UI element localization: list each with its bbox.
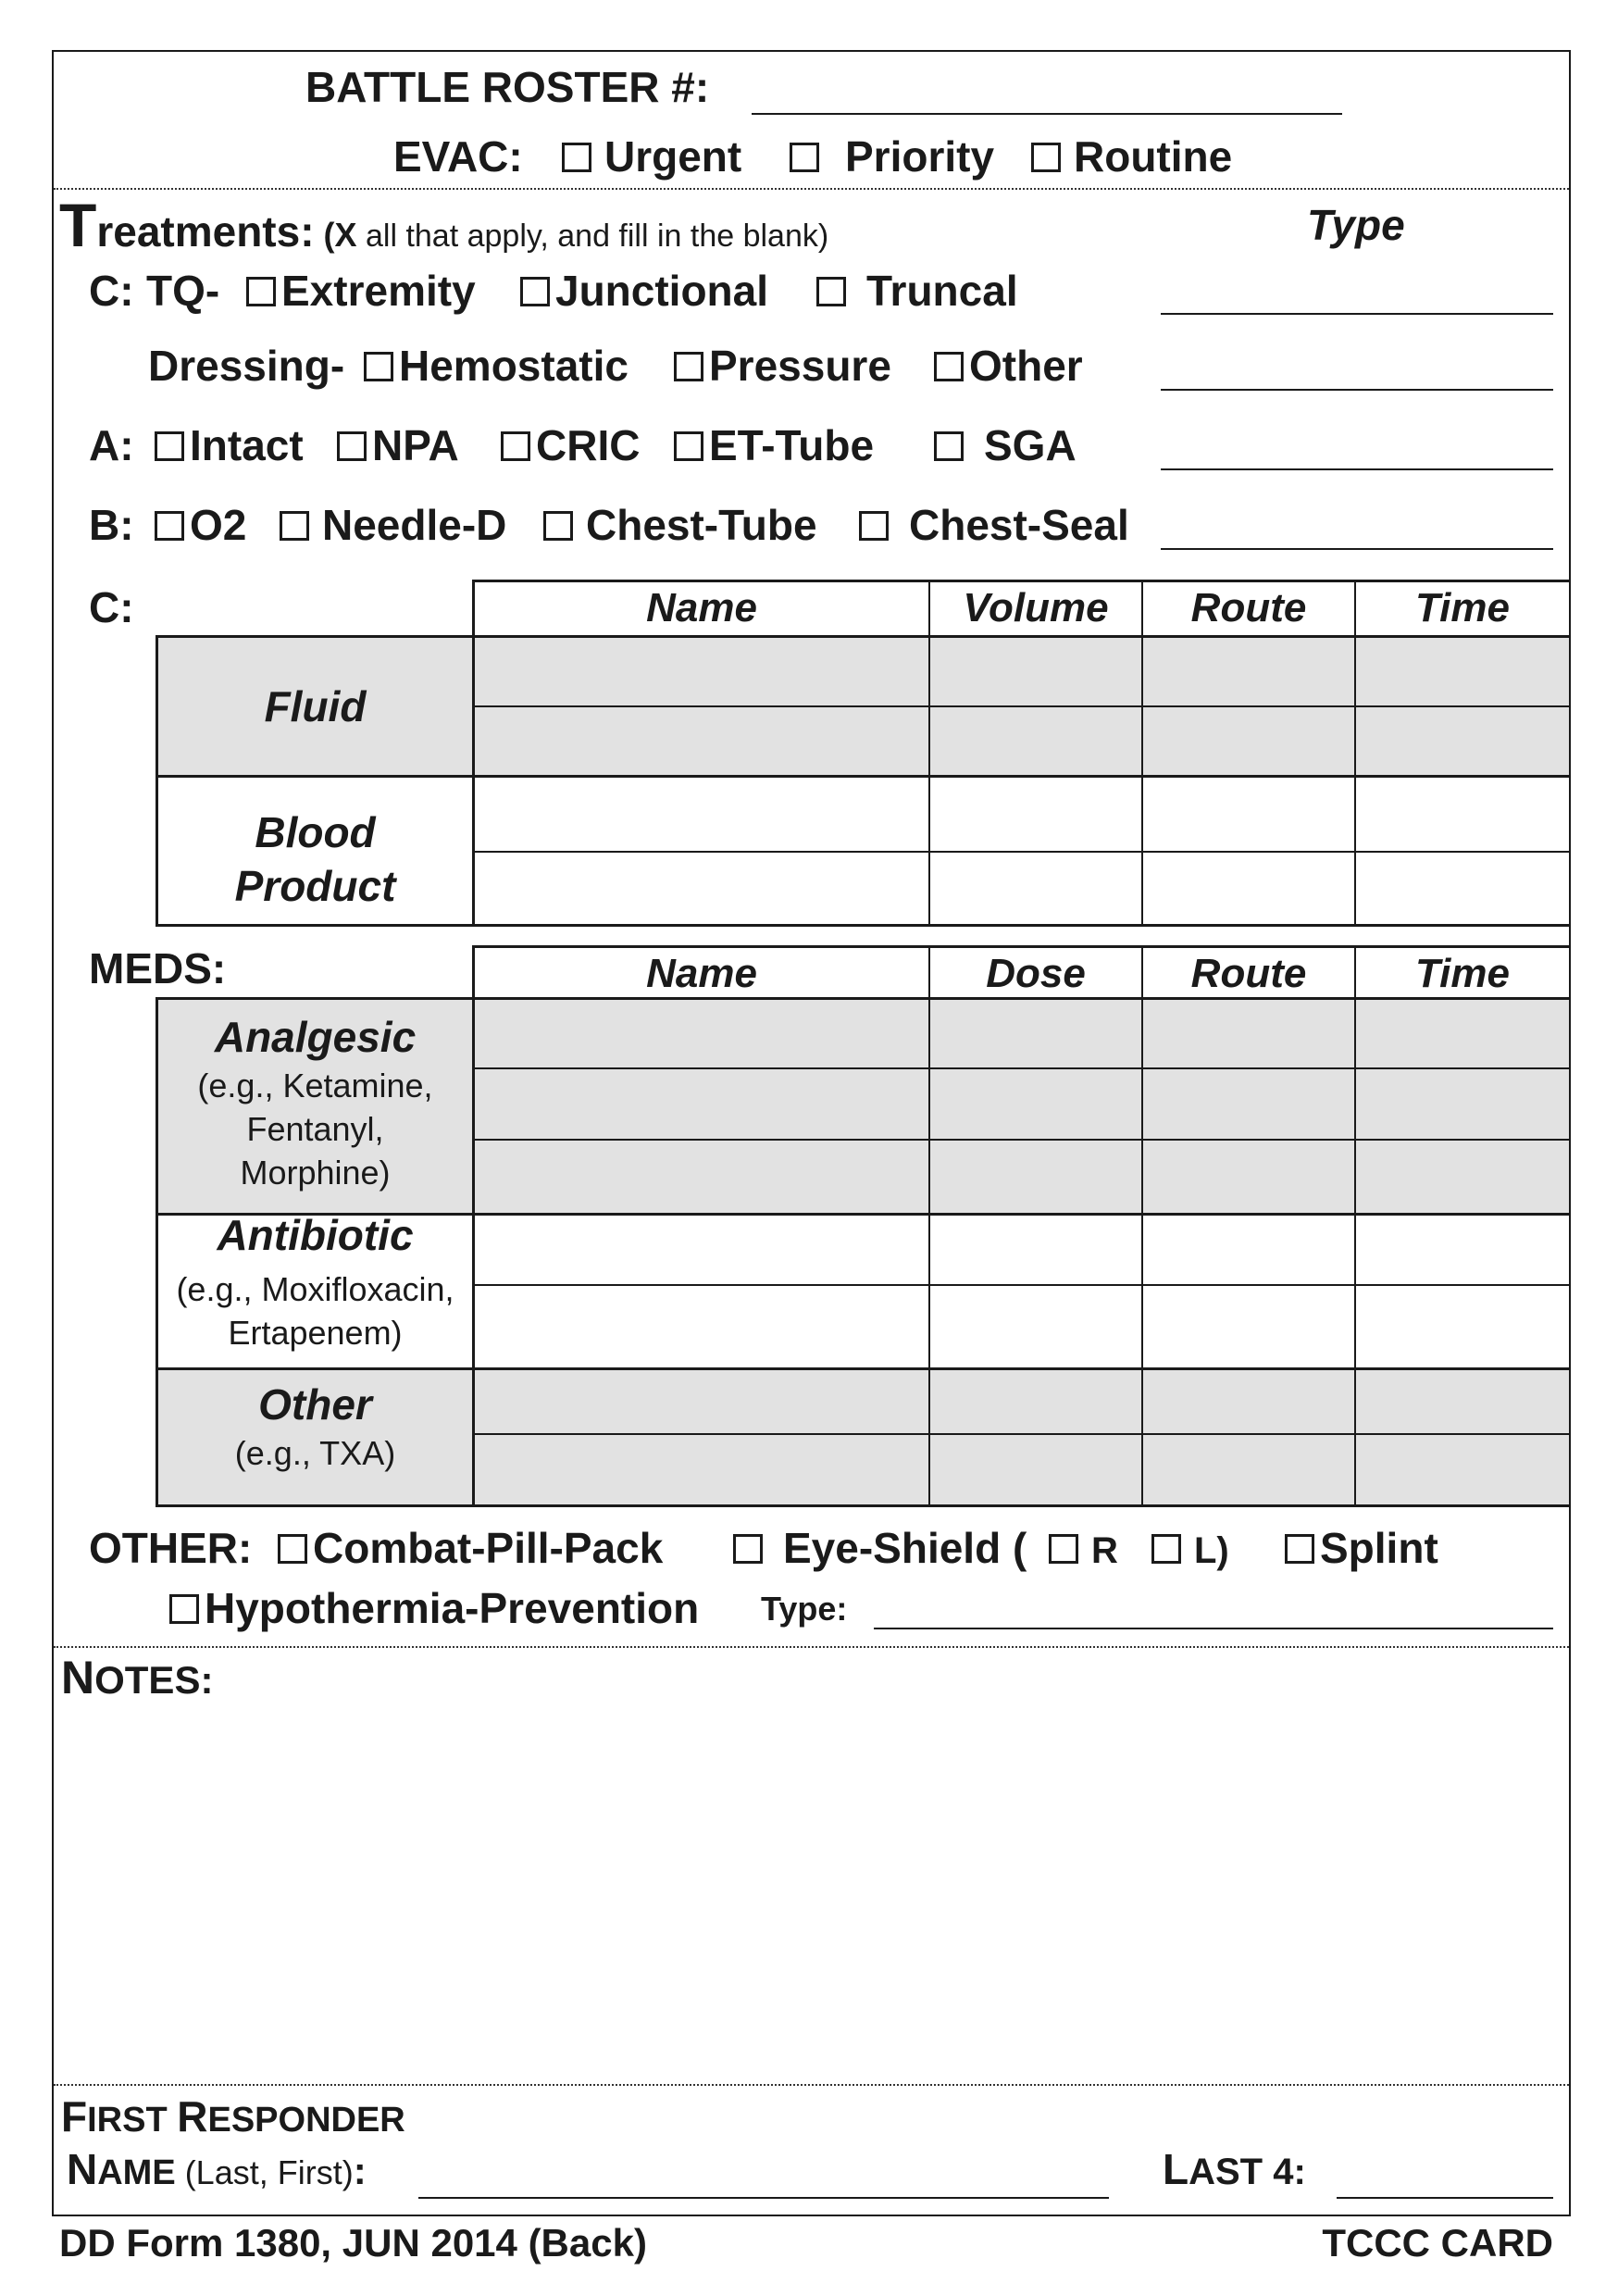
hemostatic-label: Hemostatic <box>399 342 629 390</box>
divider-notes <box>54 1646 1569 1648</box>
meds-label: MEDS: <box>89 944 227 992</box>
evac-option-routine[interactable] <box>1031 131 1232 182</box>
tq-type-field[interactable] <box>1161 313 1553 315</box>
b-option-needle-d[interactable] <box>280 499 506 551</box>
splint-option[interactable] <box>1285 1522 1438 1574</box>
dressing-option-other[interactable] <box>934 340 1083 392</box>
hypothermia-type-label: Type: <box>761 1590 848 1628</box>
circulation-label: C: <box>89 583 134 631</box>
first-responder-label: FIRST RESPONDER <box>61 2092 405 2140</box>
analgesic-row-3[interactable] <box>475 1141 1569 1213</box>
urgent-label: Urgent <box>604 132 742 181</box>
evac-option-urgent[interactable] <box>562 131 741 182</box>
analgesic-category: Analgesic (e.g., Ketamine, Fentanyl, Morphine) <box>197 1013 433 1192</box>
tq-option-extremity[interactable] <box>246 265 476 317</box>
responder-name-field[interactable] <box>418 2197 1109 2199</box>
b-option-chest-seal[interactable] <box>859 499 1129 551</box>
routine-label: Routine <box>1074 132 1233 181</box>
fluid-row-2[interactable] <box>475 707 1569 775</box>
chest-tube-checkbox[interactable] <box>543 511 573 541</box>
et-tube-label: ET-Tube <box>709 421 875 469</box>
evac-label: EVAC: <box>393 132 523 181</box>
notes-area[interactable] <box>54 1708 1569 2078</box>
a-option-et-tube[interactable] <box>674 419 874 471</box>
eye-r-checkbox[interactable] <box>1049 1534 1078 1564</box>
meds-header-dose: Dose <box>986 951 1086 996</box>
responder-name-label: NAME (Last, First): <box>67 2145 367 2193</box>
eye-r-label: R <box>1091 1530 1118 1571</box>
priority-checkbox[interactable] <box>790 143 819 172</box>
combat-pill-pack-label: Combat-Pill-Pack <box>313 1524 664 1572</box>
analgesic-row-1[interactable] <box>475 1000 1569 1067</box>
b-option-o2[interactable] <box>155 499 246 551</box>
circ-header-name: Name <box>646 585 757 630</box>
meds-bottom-line <box>156 1504 1569 1507</box>
routine-checkbox[interactable] <box>1031 143 1061 172</box>
eye-shield-l-option[interactable] <box>1151 1522 1229 1577</box>
urgent-checkbox[interactable] <box>562 143 591 172</box>
junctional-label: Junctional <box>555 267 769 315</box>
chest-seal-checkbox[interactable] <box>859 511 889 541</box>
fluid-category: Fluid <box>264 682 367 730</box>
type-column-header: Type <box>1307 201 1405 249</box>
et-tube-checkbox[interactable] <box>674 431 703 461</box>
splint-checkbox[interactable] <box>1285 1534 1314 1564</box>
intact-label: Intact <box>190 421 304 469</box>
combat-pill-pack-checkbox[interactable] <box>278 1534 307 1564</box>
truncal-checkbox[interactable] <box>816 277 846 306</box>
eye-shield-option[interactable] <box>733 1522 1027 1574</box>
dressing-option-hemostatic[interactable] <box>364 340 629 392</box>
pressure-label: Pressure <box>709 342 891 390</box>
eye-l-checkbox[interactable] <box>1151 1534 1181 1564</box>
meds-header-route: Route <box>1190 951 1307 996</box>
tq-option-truncal[interactable] <box>816 265 1018 317</box>
dressing-other-checkbox[interactable] <box>934 352 964 381</box>
sga-label: SGA <box>984 421 1077 469</box>
circ-header-volume: Volume <box>963 585 1109 630</box>
divider-responder <box>54 2084 1569 2086</box>
eye-shield-r-option[interactable] <box>1049 1522 1118 1577</box>
blood-row-2[interactable] <box>475 853 1569 924</box>
antibiotic-category: Antibiotic (e.g., Moxifloxacin, Ertapenem) <box>176 1211 454 1352</box>
o2-label: O2 <box>190 501 247 549</box>
o2-checkbox[interactable] <box>155 511 184 541</box>
extremity-checkbox[interactable] <box>246 277 276 306</box>
a-type-field[interactable] <box>1161 468 1553 470</box>
chest-seal-label: Chest-Seal <box>909 501 1129 549</box>
chest-tube-label: Chest-Tube <box>586 501 817 549</box>
analgesic-row-2[interactable] <box>475 1069 1569 1139</box>
fluid-row-1[interactable] <box>475 638 1569 705</box>
blood-row-1[interactable] <box>475 778 1569 851</box>
notes-label: NOTES: <box>61 1652 214 1703</box>
npa-label: NPA <box>372 421 459 469</box>
treatments-title: Treatments: (X all that apply, and fill in the blank) <box>59 191 829 259</box>
circ-bottom-line <box>156 924 1569 927</box>
hypothermia-checkbox[interactable] <box>169 1594 199 1624</box>
eye-shield-label: Eye-Shield ( <box>783 1524 1027 1572</box>
other-med-category: Other (e.g., TXA) <box>234 1380 396 1472</box>
truncal-label: Truncal <box>866 267 1018 315</box>
intact-checkbox[interactable] <box>155 431 184 461</box>
pressure-checkbox[interactable] <box>674 352 703 381</box>
meds-header-name: Name <box>646 951 757 996</box>
combat-pill-pack-option[interactable] <box>278 1522 663 1574</box>
c-tq-section-label: C: <box>89 267 134 315</box>
eye-shield-checkbox[interactable] <box>733 1534 763 1564</box>
other-med-row-2[interactable] <box>475 1435 1569 1504</box>
a-section-label: A: <box>89 421 134 469</box>
extremity-label: Extremity <box>281 267 476 315</box>
cric-label: CRIC <box>536 421 641 469</box>
dressing-other-label: Other <box>969 342 1083 390</box>
eye-l-label: L) <box>1194 1530 1229 1571</box>
battle-roster-field[interactable] <box>752 113 1342 115</box>
last-4-field[interactable] <box>1337 2197 1553 2199</box>
antibiotic-row-2[interactable] <box>475 1286 1569 1367</box>
other-section-label: OTHER: <box>89 1524 253 1572</box>
b-type-field[interactable] <box>1161 548 1553 550</box>
a-option-intact[interactable] <box>155 419 304 471</box>
card-name: TCCC CARD <box>1322 2221 1553 2265</box>
priority-label: Priority <box>845 132 995 181</box>
splint-label: Splint <box>1320 1524 1438 1572</box>
a-option-sga[interactable] <box>934 419 1077 471</box>
dressing-option-pressure[interactable] <box>674 340 891 392</box>
hypothermia-label: Hypothermia-Prevention <box>205 1584 700 1632</box>
antibiotic-row-1[interactable] <box>475 1216 1569 1284</box>
last-4-label: LAST 4: <box>1163 2145 1306 2193</box>
meds-header-time: Time <box>1415 951 1510 996</box>
form-id: DD Form 1380, JUN 2014 (Back) <box>59 2221 647 2265</box>
circ-header-time: Time <box>1415 585 1510 630</box>
sga-checkbox[interactable] <box>934 431 964 461</box>
needle-d-checkbox[interactable] <box>280 511 309 541</box>
evac-option-priority[interactable] <box>790 131 994 182</box>
junctional-checkbox[interactable] <box>520 277 550 306</box>
needle-d-label: Needle-D <box>322 501 507 549</box>
tq-label: TQ- <box>146 267 220 315</box>
hemostatic-checkbox[interactable] <box>364 352 393 381</box>
b-section-label: B: <box>89 501 134 549</box>
hypothermia-option[interactable] <box>169 1582 699 1634</box>
a-option-npa[interactable] <box>337 419 459 471</box>
b-option-chest-tube[interactable] <box>543 499 817 551</box>
battle-roster-label: BATTLE ROSTER #: <box>305 63 710 111</box>
blood-product-category: Blood Product <box>234 808 396 910</box>
tq-option-junctional[interactable] <box>520 265 768 317</box>
hypothermia-type-field[interactable] <box>874 1628 1553 1629</box>
npa-checkbox[interactable] <box>337 431 367 461</box>
other-med-row-1[interactable] <box>475 1370 1569 1433</box>
dressing-type-field[interactable] <box>1161 389 1553 391</box>
circ-header-route: Route <box>1190 585 1307 630</box>
dressing-label: Dressing- <box>148 342 345 390</box>
cric-checkbox[interactable] <box>501 431 530 461</box>
a-option-cric[interactable] <box>501 419 640 471</box>
